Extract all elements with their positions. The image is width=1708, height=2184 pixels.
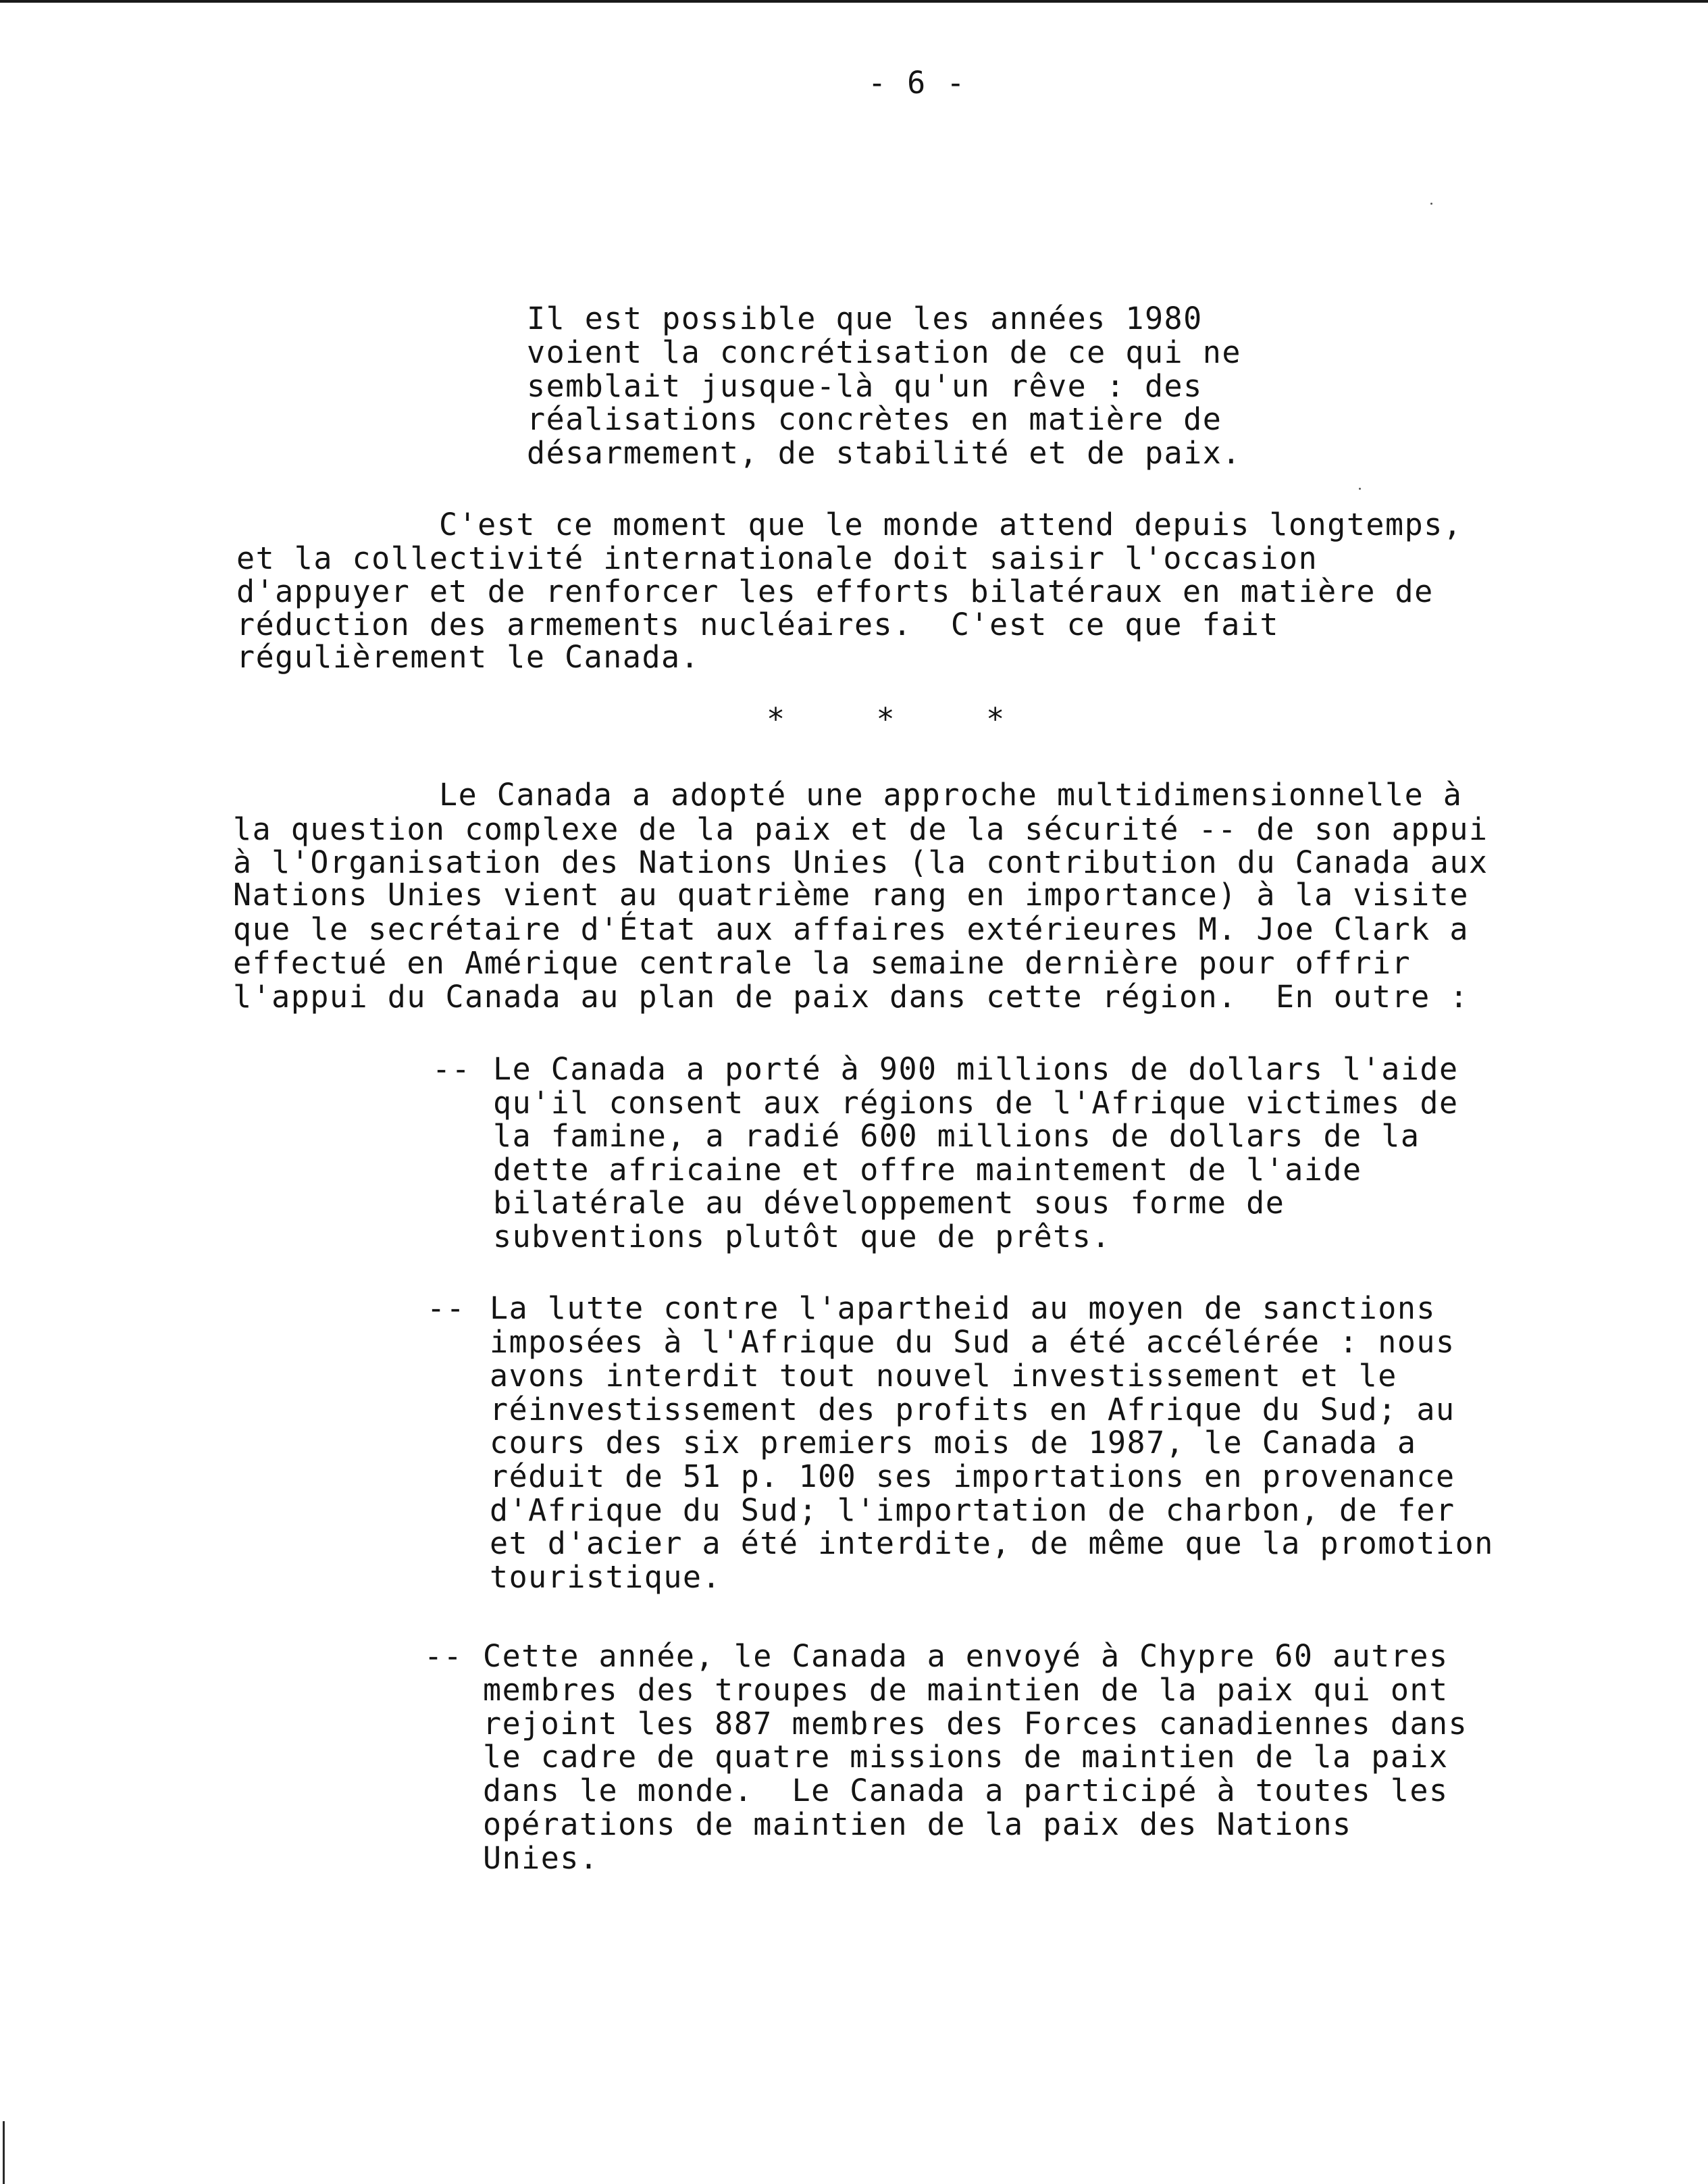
quote-line: voient la concrétisation de ce qui ne	[527, 334, 1241, 370]
quote-line: réalisations concrètes en matière de	[527, 401, 1222, 437]
paragraph-line: et la collectivité internationale doit saisir l'occasion	[236, 540, 1318, 576]
bullet-line: réduit de 51 p. 100 ses importations en provenance	[490, 1458, 1455, 1494]
paragraph-line: que le secrétaire d'État aux affaires extérieures M. Joe Clark a	[233, 911, 1469, 947]
bullet-line: dans le monde. Le Canada a participé à toutes les	[483, 1773, 1449, 1808]
quote-line: semblait jusque-là qu'un rêve : des	[527, 368, 1203, 404]
bullet-line: qu'il consent aux régions de l'Afrique victimes de	[493, 1085, 1459, 1121]
bullet-dash: --	[432, 1051, 471, 1087]
paragraph-line: C'est ce moment que le monde attend depuis longtemps,	[439, 507, 1463, 542]
bullet-line: membres des troupes de maintien de la paix qui ont	[483, 1672, 1449, 1708]
paragraph-line: régulièrement le Canada.	[236, 639, 700, 675]
bullet-line: d'Afrique du Sud; l'importation de charbon, de fer	[490, 1492, 1455, 1528]
section-separator: * * *	[767, 701, 1005, 737]
bullet-line: imposées à l'Afrique du Sud a été accélérée : nous	[490, 1324, 1455, 1360]
bullet-line: dette africaine et offre maintement de l'aide	[493, 1152, 1362, 1188]
paragraph-line: la question complexe de la paix et de la sécurité -- de son appui	[233, 811, 1489, 847]
bullet-line: subventions plutôt que de prêts.	[493, 1219, 1111, 1254]
bullet-line: Unies.	[483, 1840, 599, 1876]
bullet-line: touristique.	[490, 1559, 722, 1595]
bullet-line: cours des six premiers mois de 1987, le Canada a	[490, 1425, 1417, 1461]
scan-top-border	[0, 0, 1708, 3]
bullet-line: avons interdit tout nouvel investissement et le	[490, 1358, 1397, 1394]
bullet-line: Le Canada a porté à 900 millions de dollars l'aide	[493, 1051, 1459, 1087]
paragraph-line: effectué en Amérique centrale la semaine dernière pour offrir	[233, 945, 1412, 981]
bullet-dash: --	[424, 1638, 463, 1674]
paragraph-line: d'appuyer et de renforcer les efforts bilatéraux en matière de	[236, 574, 1434, 609]
scan-left-edge	[3, 2121, 5, 2184]
bullet-line: et d'acier a été interdite, de même que la promotion	[490, 1525, 1494, 1561]
scan-speck	[1359, 488, 1361, 490]
paragraph-line: à l'Organisation des Nations Unies (la contribution du Canada aux	[233, 844, 1489, 880]
paragraph-line: Le Canada a adopté une approche multidimensionnelle à	[439, 777, 1463, 813]
bullet-line: opérations de maintien de la paix des Nations	[483, 1806, 1352, 1842]
bullet-line: la famine, a radié 600 millions de dollars de la	[493, 1118, 1420, 1154]
bullet-dash: --	[427, 1290, 466, 1326]
paragraph-line: Nations Unies vient au quatrième rang en importance) à la visite	[233, 877, 1469, 913]
bullet-line: le cadre de quatre missions de maintien de la paix	[483, 1739, 1449, 1775]
page-number: - 6 -	[868, 65, 966, 101]
bullet-line: La lutte contre l'apartheid au moyen de sanctions	[490, 1290, 1437, 1326]
paragraph-line: réduction des armements nucléaires. C'est ce que fait	[236, 607, 1279, 642]
paragraph-line: l'appui du Canada au plan de paix dans cette région. En outre :	[233, 979, 1469, 1015]
bullet-line: bilatérale au développement sous forme de	[493, 1185, 1285, 1221]
scan-speck	[1430, 203, 1432, 205]
quote-line: désarmement, de stabilité et de paix.	[527, 435, 1241, 471]
bullet-line: Cette année, le Canada a envoyé à Chypre 60 autres	[483, 1638, 1449, 1674]
bullet-line: réinvestissement des profits en Afrique du Sud; au	[490, 1392, 1455, 1427]
bullet-line: rejoint les 887 membres des Forces canadiennes dans	[483, 1706, 1468, 1742]
quote-line: Il est possible que les années 1980	[527, 301, 1203, 336]
